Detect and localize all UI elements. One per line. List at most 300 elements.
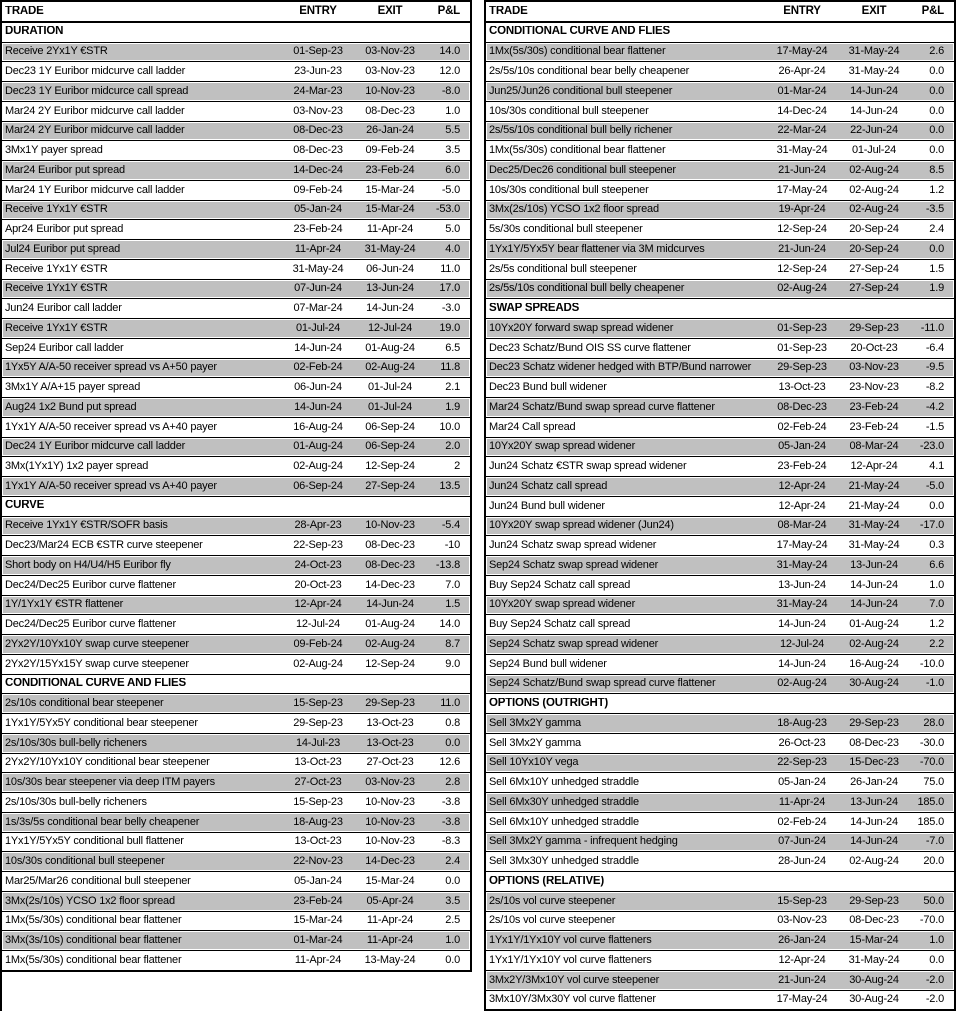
table-row xyxy=(2,82,470,102)
trade-name-cell: Jun25/Jun26 conditional bull steepener xyxy=(489,85,673,97)
entry-date-cell: 13-Oct-23 xyxy=(294,835,342,848)
trade-name-cell: Sell 3Mx30Y unhedged straddle xyxy=(489,856,639,868)
exit-date-cell: 03-Nov-23 xyxy=(365,45,415,58)
exit-date-cell: 01-Jul-24 xyxy=(367,381,413,394)
pnl-value-cell: -13.8 xyxy=(435,558,460,571)
entry-date-cell: 08-Dec-23 xyxy=(777,400,827,413)
entry-date-cell: 26-Apr-24 xyxy=(778,65,826,78)
exit-date-cell: 26-Jan-24 xyxy=(366,124,414,137)
pnl-value-cell: 6.0 xyxy=(445,163,460,176)
pnl-value-cell: -2.0 xyxy=(925,973,944,986)
trade-name-cell: 1Yx1Y/5Yx5Y conditional bear steepener xyxy=(5,717,198,729)
pnl-value-cell: 0.0 xyxy=(929,242,944,255)
entry-date-cell: 15-Sep-23 xyxy=(293,795,343,808)
trade-name-cell: 1Yx5Y A/A-50 receiver spread vs A+50 payer xyxy=(5,362,217,374)
table-row xyxy=(486,635,954,655)
entry-date-cell: 17-May-24 xyxy=(776,183,828,196)
pnl-value-cell: -8.2 xyxy=(925,381,944,394)
exit-date-cell: 15-Mar-24 xyxy=(849,934,899,947)
pnl-value-cell: 28.0 xyxy=(923,716,944,729)
entry-date-cell: 02-Aug-24 xyxy=(777,282,827,295)
trade-name-cell: Sell 3Mx2Y gamma xyxy=(489,737,581,749)
pnl-value-cell: 12.6 xyxy=(439,756,460,769)
exit-date-cell: 29-Sep-23 xyxy=(849,321,899,334)
pnl-value-cell: 0.0 xyxy=(929,84,944,97)
table-row xyxy=(2,359,470,379)
table-row xyxy=(2,536,470,556)
entry-date-cell: 14-Jun-24 xyxy=(294,341,342,354)
table-row xyxy=(486,655,954,675)
trade-name-cell: 1Mx(5s/30s) conditional bear flattener xyxy=(489,145,666,157)
exit-date-cell: 10-Nov-23 xyxy=(365,519,415,532)
exit-date-cell: 01-Aug-24 xyxy=(365,618,415,631)
entry-date-cell: 07-Jun-24 xyxy=(294,282,342,295)
table-row xyxy=(2,438,470,458)
pnl-value-cell: 0.0 xyxy=(445,874,460,887)
table-row xyxy=(486,852,954,872)
exit-date-cell: 03-Nov-23 xyxy=(365,65,415,78)
exit-date-cell: 23-Feb-24 xyxy=(849,400,899,413)
table-row xyxy=(486,240,954,260)
trade-name-cell: 2s/5s/10s conditional bull belly cheapener xyxy=(489,283,685,295)
trade-name-cell: Dec24 1Y Euribor midcurve call ladder xyxy=(5,441,186,453)
pnl-value-cell: 4.1 xyxy=(929,460,944,473)
entry-date-cell: 29-Sep-23 xyxy=(777,361,827,374)
exit-date-cell: 31-May-24 xyxy=(848,45,900,58)
trade-name-cell: Jun24 Schatz call spread xyxy=(489,480,608,492)
trade-name-cell: Dec24/Dec25 Euribor curve flattener xyxy=(5,619,176,631)
column-header-exit: EXIT xyxy=(861,4,887,17)
pnl-value-cell: -53.0 xyxy=(435,203,460,216)
table-row xyxy=(486,517,954,537)
entry-date-cell: 12-Jul-24 xyxy=(779,637,825,650)
table-row xyxy=(2,517,470,537)
pnl-value-cell: 1.9 xyxy=(445,400,460,413)
trade-name-cell: Dec23/Mar24 ECB €STR curve steepener xyxy=(5,540,203,552)
exit-date-cell: 06-Sep-24 xyxy=(365,440,415,453)
entry-date-cell: 22-Nov-23 xyxy=(293,855,343,868)
trade-name-cell: 10Yx20Y swap spread widener xyxy=(489,441,636,453)
table-row xyxy=(2,576,470,596)
pnl-value-cell: 1.5 xyxy=(929,262,944,275)
pnl-value-cell: -7.0 xyxy=(925,835,944,848)
table-row xyxy=(2,813,470,833)
trade-name-cell: 5s/30s conditional bull steepener xyxy=(489,224,643,236)
pnl-value-cell: 0.0 xyxy=(929,499,944,512)
exit-date-cell: 14-Jun-24 xyxy=(366,302,414,315)
table-row xyxy=(486,62,954,82)
trade-name-cell: 2Yx2Y/15Yx15Y swap curve steepener xyxy=(5,658,189,670)
column-header-trade: TRADE xyxy=(5,5,44,17)
exit-date-cell: 08-Dec-23 xyxy=(365,558,415,571)
column-header-entry: ENTRY xyxy=(299,4,337,17)
entry-date-cell: 01-Mar-24 xyxy=(293,934,343,947)
table-row xyxy=(2,892,470,912)
table-row xyxy=(486,339,954,359)
exit-date-cell: 20-Sep-24 xyxy=(849,223,899,236)
table-row xyxy=(2,477,470,497)
entry-date-cell: 06-Jun-24 xyxy=(294,381,342,394)
trade-name-cell: Receive 1Yx1Y €STR/SOFR basis xyxy=(5,520,168,532)
exit-date-cell: 11-Apr-24 xyxy=(366,223,414,236)
table-row xyxy=(486,319,954,339)
column-header-pnl: P&L xyxy=(921,4,944,17)
trade-name-cell: 1Mx(5s/30s) conditional bear flattener xyxy=(5,954,182,966)
exit-date-cell: 21-May-24 xyxy=(848,499,900,512)
entry-date-cell: 01-Aug-24 xyxy=(293,440,343,453)
section-title: CONDITIONAL CURVE AND FLIES xyxy=(5,678,186,690)
pnl-value-cell: -3.8 xyxy=(441,795,460,808)
pnl-value-cell: -70.0 xyxy=(919,756,944,769)
entry-date-cell: 01-Mar-24 xyxy=(777,84,827,97)
table-row xyxy=(2,457,470,477)
pnl-value-cell: 5.5 xyxy=(445,124,460,137)
trade-name-cell: 2Yx2Y/10Yx10Y swap curve steepener xyxy=(5,638,189,650)
pnl-value-cell: 0.0 xyxy=(929,104,944,117)
section-title: OPTIONS (RELATIVE) xyxy=(489,875,605,887)
trade-name-cell: Sep24 Euribor call ladder xyxy=(5,342,124,354)
pnl-value-cell: 1.0 xyxy=(445,934,460,947)
entry-date-cell: 28-Apr-23 xyxy=(294,519,342,532)
pnl-value-cell: 2.5 xyxy=(445,914,460,927)
exit-date-cell: 29-Sep-23 xyxy=(849,716,899,729)
table-row xyxy=(2,240,470,260)
pnl-value-cell: 7.0 xyxy=(445,578,460,591)
pnl-value-cell: -6.4 xyxy=(925,341,944,354)
exit-date-cell: 10-Nov-23 xyxy=(365,835,415,848)
table-row xyxy=(2,299,470,319)
exit-date-cell: 05-Apr-24 xyxy=(366,894,414,907)
pnl-value-cell: 17.0 xyxy=(439,282,460,295)
exit-date-cell: 14-Jun-24 xyxy=(850,104,898,117)
pnl-value-cell: 8.7 xyxy=(445,637,460,650)
entry-date-cell: 01-Jul-24 xyxy=(295,321,341,334)
table-row xyxy=(2,122,470,142)
pnl-value-cell: -3.8 xyxy=(441,815,460,828)
table-row xyxy=(486,457,954,477)
section-title: CONDITIONAL CURVE AND FLIES xyxy=(489,26,670,38)
table-row xyxy=(486,102,954,122)
exit-date-cell: 14-Jun-24 xyxy=(850,578,898,591)
pnl-value-cell: -2.0 xyxy=(925,993,944,1006)
exit-date-cell: 02-Aug-24 xyxy=(849,183,899,196)
exit-date-cell: 02-Aug-24 xyxy=(849,163,899,176)
entry-date-cell: 31-May-24 xyxy=(776,598,828,611)
trade-name-cell: 2s/5s conditional bull steepener xyxy=(489,263,637,275)
exit-date-cell: 02-Aug-24 xyxy=(849,203,899,216)
table-row xyxy=(2,220,470,240)
table-row xyxy=(2,912,470,932)
exit-date-cell: 03-Nov-23 xyxy=(365,776,415,789)
trade-name-cell: Mar24 2Y Euribor midcurve call ladder xyxy=(5,105,185,117)
trade-name-cell: Dec23 1Y Euribor midcurve call ladder xyxy=(5,66,186,78)
entry-date-cell: 23-Feb-24 xyxy=(293,894,343,907)
trade-name-cell: Jun24 Schatz €STR swap spread widener xyxy=(489,461,687,473)
pnl-value-cell: 7.0 xyxy=(929,598,944,611)
trade-name-cell: 10s/30s conditional bull steepener xyxy=(5,856,165,868)
pnl-value-cell: 6.6 xyxy=(929,558,944,571)
trade-name-cell: 2s/10s/30s bull-belly richeners xyxy=(5,796,147,808)
entry-date-cell: 15-Sep-23 xyxy=(777,894,827,907)
pnl-value-cell: 1.0 xyxy=(929,578,944,591)
exit-date-cell: 10-Nov-23 xyxy=(365,84,415,97)
pnl-value-cell: 2.6 xyxy=(929,45,944,58)
trade-name-cell: Jun24 Schatz swap spread widener xyxy=(489,540,657,552)
trade-name-cell: Dec23 Schatz widener hedged with BTP/Bund narrower xyxy=(489,362,752,374)
table-row xyxy=(2,714,470,734)
table-row xyxy=(486,161,954,181)
table-row xyxy=(486,556,954,576)
table-row xyxy=(2,161,470,181)
trade-name-cell: Apr24 Euribor put spread xyxy=(5,224,124,236)
exit-date-cell: 03-Nov-23 xyxy=(849,361,899,374)
table-row xyxy=(486,378,954,398)
section-header-row xyxy=(2,675,470,695)
table-row xyxy=(486,260,954,280)
exit-date-cell: 01-Aug-24 xyxy=(365,341,415,354)
entry-date-cell: 22-Mar-24 xyxy=(777,124,827,137)
exit-date-cell: 31-May-24 xyxy=(364,242,416,255)
exit-date-cell: 06-Sep-24 xyxy=(365,420,415,433)
table-row xyxy=(486,951,954,971)
trade-name-cell: 3Mx(3s/10s) conditional bear flattener xyxy=(5,935,182,947)
entry-date-cell: 23-Feb-24 xyxy=(777,460,827,473)
trade-name-cell: 1Y/1Yx1Y €STR flattener xyxy=(5,599,124,611)
table-row xyxy=(486,754,954,774)
section-title: DURATION xyxy=(5,26,64,38)
entry-date-cell: 24-Mar-23 xyxy=(293,84,343,97)
section-header-row xyxy=(486,23,954,43)
exit-date-cell: 27-Sep-24 xyxy=(849,262,899,275)
trade-name-cell: Sep24 Schatz/Bund swap spread curve flattener xyxy=(489,678,716,690)
table-row xyxy=(2,378,470,398)
table-row xyxy=(486,912,954,932)
trade-name-cell: Sell 6Mx30Y unhedged straddle xyxy=(489,796,639,808)
pnl-value-cell: 11.0 xyxy=(440,262,460,275)
pnl-value-cell: 2 xyxy=(454,460,460,473)
pnl-value-cell: 8.5 xyxy=(929,163,944,176)
column-header-exit: EXIT xyxy=(377,4,403,17)
pnl-value-cell: 1.2 xyxy=(929,618,944,631)
pnl-value-cell: 12.0 xyxy=(439,65,460,78)
entry-date-cell: 15-Mar-24 xyxy=(293,914,343,927)
entry-date-cell: 13-Jun-24 xyxy=(778,578,826,591)
exit-date-cell: 20-Oct-23 xyxy=(850,341,898,354)
pnl-value-cell: 6.5 xyxy=(445,341,460,354)
pnl-value-cell: 2.8 xyxy=(445,776,460,789)
entry-date-cell: 23-Feb-24 xyxy=(293,223,343,236)
table-row xyxy=(486,931,954,951)
pnl-value-cell: 10.0 xyxy=(439,420,460,433)
exit-date-cell: 15-Mar-24 xyxy=(365,183,415,196)
trade-name-cell: Mar25/Mar26 conditional bull steepener xyxy=(5,875,191,887)
pnl-value-cell: 2.1 xyxy=(445,381,460,394)
entry-date-cell: 20-Oct-23 xyxy=(294,578,342,591)
table-row xyxy=(486,813,954,833)
table-row xyxy=(2,102,470,122)
pnl-value-cell: 19.0 xyxy=(439,321,460,334)
exit-date-cell: 14-Jun-24 xyxy=(850,598,898,611)
entry-date-cell: 14-Jul-23 xyxy=(295,736,341,749)
trade-name-cell: 2s/10s conditional bear steepener xyxy=(5,698,164,710)
entry-date-cell: 01-Sep-23 xyxy=(777,321,827,334)
trade-name-cell: Dec25/Dec26 conditional bull steepener xyxy=(489,164,676,176)
entry-date-cell: 07-Jun-24 xyxy=(778,835,826,848)
table-row xyxy=(486,892,954,912)
table-row xyxy=(486,536,954,556)
table-row xyxy=(486,398,954,418)
trade-name-cell: Sep24 Bund bull widener xyxy=(489,658,607,670)
entry-date-cell: 11-Apr-24 xyxy=(778,795,826,808)
pnl-value-cell: -8.3 xyxy=(441,835,460,848)
entry-date-cell: 22-Sep-23 xyxy=(777,756,827,769)
table-row xyxy=(486,714,954,734)
entry-date-cell: 26-Oct-23 xyxy=(778,736,826,749)
table-row xyxy=(2,694,470,714)
trade-name-cell: Sell 3Mx2Y gamma xyxy=(489,717,581,729)
trade-name-cell: 3Mx2Y/3Mx10Y vol curve steepener xyxy=(489,974,660,986)
pnl-value-cell: 185.0 xyxy=(917,815,944,828)
exit-date-cell: 31-May-24 xyxy=(848,539,900,552)
trade-name-cell: Mar24 1Y Euribor midcurve call ladder xyxy=(5,184,185,196)
entry-date-cell: 18-Aug-23 xyxy=(293,815,343,828)
trade-name-cell: Sep24 Schatz swap spread widener xyxy=(489,559,659,571)
trade-name-cell: Dec24/Dec25 Euribor curve flattener xyxy=(5,579,176,591)
pnl-value-cell: -17.0 xyxy=(919,519,944,532)
table-row xyxy=(486,201,954,221)
pnl-value-cell: -1.5 xyxy=(925,420,944,433)
trade-name-cell: 1Mx(5s/30s) conditional bear flattener xyxy=(5,915,182,927)
exit-date-cell: 10-Nov-23 xyxy=(365,795,415,808)
table-header-row xyxy=(486,2,954,23)
table-row xyxy=(486,181,954,201)
pnl-value-cell: 5.0 xyxy=(445,223,460,236)
table-row xyxy=(486,971,954,991)
exit-date-cell: 09-Feb-24 xyxy=(365,144,415,157)
entry-date-cell: 21-Jun-24 xyxy=(778,163,826,176)
trade-name-cell: Receive 1Yx1Y €STR xyxy=(5,263,108,275)
exit-date-cell: 15-Mar-24 xyxy=(365,203,415,216)
table-row xyxy=(486,122,954,142)
exit-date-cell: 27-Sep-24 xyxy=(849,282,899,295)
pnl-value-cell: -5.0 xyxy=(925,479,944,492)
table-row xyxy=(2,339,470,359)
pnl-value-cell: -10.0 xyxy=(919,657,944,670)
entry-date-cell: 31-May-24 xyxy=(776,558,828,571)
exit-date-cell: 15-Dec-23 xyxy=(849,756,899,769)
pnl-value-cell: 4.0 xyxy=(445,242,460,255)
table-row xyxy=(2,833,470,853)
pnl-value-cell: 1.5 xyxy=(445,598,460,611)
entry-date-cell: 26-Jan-24 xyxy=(778,934,826,947)
trade-name-cell: 1Yx1Y A/A-50 receiver spread vs A+40 payer xyxy=(5,421,217,433)
pnl-value-cell: -4.2 xyxy=(925,400,944,413)
exit-date-cell: 14-Dec-23 xyxy=(365,855,415,868)
entry-date-cell: 02-Aug-24 xyxy=(293,460,343,473)
entry-date-cell: 14-Jun-24 xyxy=(778,657,826,670)
exit-date-cell: 14-Dec-23 xyxy=(365,578,415,591)
pnl-value-cell: -30.0 xyxy=(919,736,944,749)
exit-date-cell: 14-Jun-24 xyxy=(366,598,414,611)
section-title: SWAP SPREADS xyxy=(489,302,580,314)
table-header-row xyxy=(2,2,470,23)
trade-name-cell: Mar24 Euribor put spread xyxy=(5,164,125,176)
table-row xyxy=(486,280,954,300)
entry-date-cell: 14-Dec-24 xyxy=(777,104,827,117)
exit-date-cell: 31-May-24 xyxy=(848,519,900,532)
section-header-row xyxy=(486,872,954,892)
pnl-value-cell: 1.2 xyxy=(929,183,944,196)
table-row xyxy=(486,773,954,793)
pnl-value-cell: -10 xyxy=(444,539,460,552)
exit-date-cell: 13-Oct-23 xyxy=(366,716,414,729)
table-row xyxy=(2,793,470,813)
table-row xyxy=(486,43,954,63)
pnl-value-cell: 0.0 xyxy=(929,124,944,137)
entry-date-cell: 11-Apr-24 xyxy=(294,242,342,255)
trade-name-cell: Sell 3Mx2Y gamma - infrequent hedging xyxy=(489,836,678,848)
table-row xyxy=(486,615,954,635)
pnl-value-cell: 0.0 xyxy=(445,953,460,966)
table-row xyxy=(2,141,470,161)
entry-date-cell: 27-Oct-23 xyxy=(294,776,342,789)
trade-name-cell: Sell 6Mx10Y unhedged straddle xyxy=(489,777,639,789)
pnl-value-cell: 1.0 xyxy=(445,104,460,117)
trade-name-cell: 2Yx2Y/10Yx10Y conditional bear steepener xyxy=(5,757,210,769)
section-header-row xyxy=(486,694,954,714)
section-title: OPTIONS (OUTRIGHT) xyxy=(489,697,609,709)
entry-date-cell: 14-Jun-24 xyxy=(778,618,826,631)
exit-date-cell: 12-Apr-24 xyxy=(850,460,898,473)
column-header-entry: ENTRY xyxy=(783,4,821,17)
column-header-trade: TRADE xyxy=(489,5,528,17)
section-title: CURVE xyxy=(5,500,45,512)
table-row xyxy=(2,260,470,280)
entry-date-cell: 17-May-24 xyxy=(776,539,828,552)
pnl-value-cell: 0.0 xyxy=(445,736,460,749)
exit-date-cell: 14-Jun-24 xyxy=(850,835,898,848)
trade-name-cell: 1Yx1Y/5Yx5Y conditional bull flattener xyxy=(5,836,184,848)
table-row xyxy=(2,280,470,300)
pnl-value-cell: 11.0 xyxy=(440,697,460,710)
exit-date-cell: 08-Dec-23 xyxy=(365,539,415,552)
trade-name-cell: Sep24 Schatz swap spread widener xyxy=(489,638,659,650)
pnl-value-cell: 2.0 xyxy=(445,440,460,453)
table-row xyxy=(2,852,470,872)
exit-date-cell: 13-Oct-23 xyxy=(366,736,414,749)
exit-date-cell: 14-Jun-24 xyxy=(850,815,898,828)
table-row xyxy=(2,754,470,774)
entry-date-cell: 21-Jun-24 xyxy=(778,973,826,986)
entry-date-cell: 13-Oct-23 xyxy=(294,756,342,769)
exit-date-cell: 10-Nov-23 xyxy=(365,815,415,828)
table-row xyxy=(2,872,470,892)
exit-date-cell: 02-Aug-24 xyxy=(849,637,899,650)
exit-date-cell: 11-Apr-24 xyxy=(366,914,414,927)
exit-date-cell: 11-Apr-24 xyxy=(366,934,414,947)
pnl-value-cell: -9.5 xyxy=(925,361,944,374)
table-row xyxy=(2,596,470,616)
table-row xyxy=(2,62,470,82)
pnl-value-cell: 2.2 xyxy=(929,637,944,650)
trade-name-cell: Buy Sep24 Schatz call spread xyxy=(489,619,631,631)
exit-date-cell: 12-Sep-24 xyxy=(365,657,415,670)
trade-name-cell: Receive 1Yx1Y €STR xyxy=(5,322,108,334)
entry-date-cell: 14-Dec-24 xyxy=(293,163,343,176)
entry-date-cell: 28-Jun-24 xyxy=(778,855,826,868)
exit-date-cell: 23-Feb-24 xyxy=(365,163,415,176)
section-header-row xyxy=(486,299,954,319)
